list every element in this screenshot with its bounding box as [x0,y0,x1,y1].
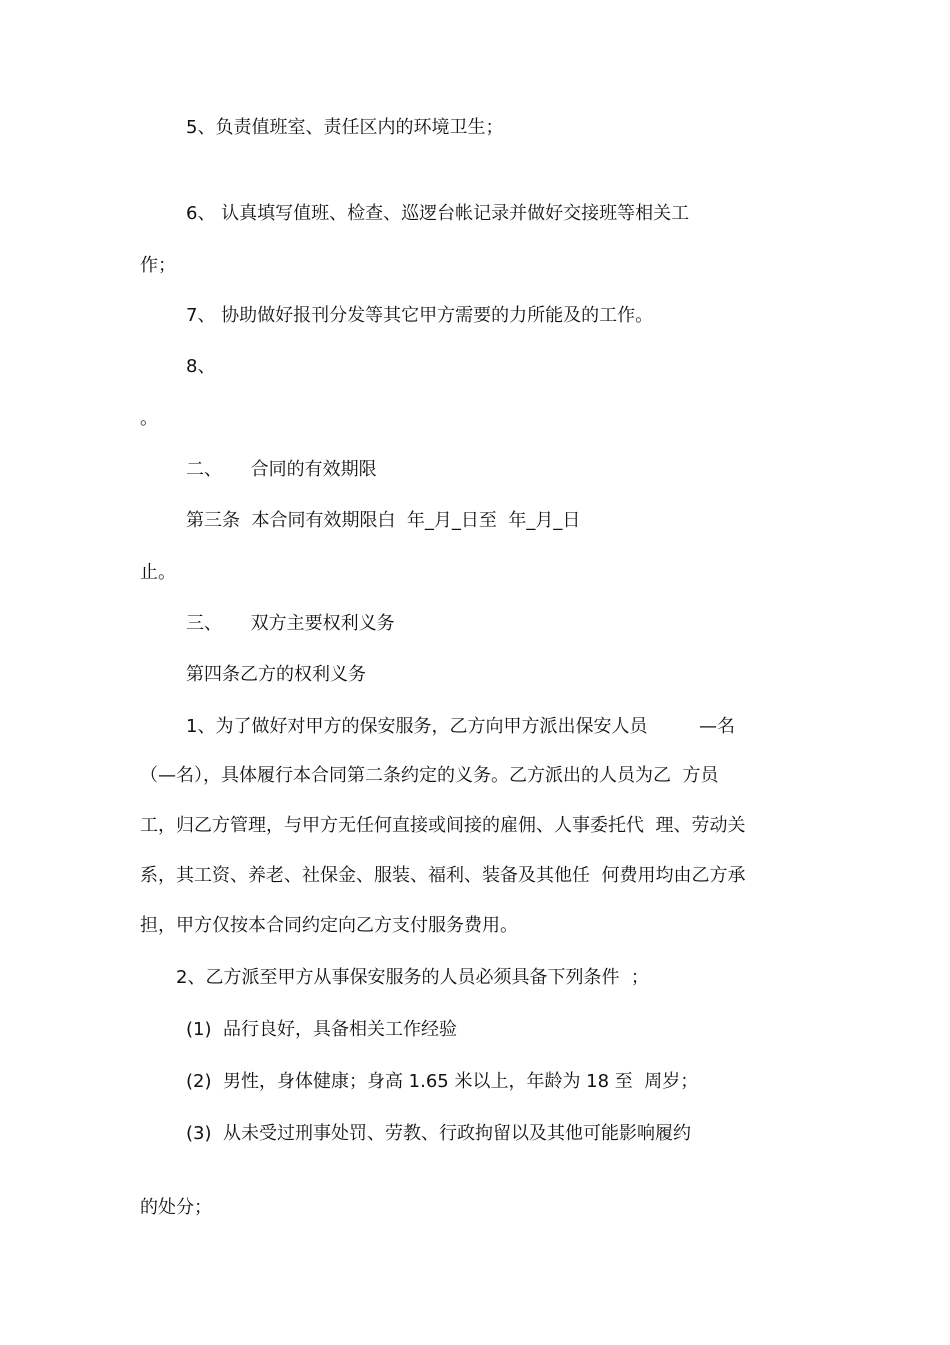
duty-item-8: 8、 [186,356,216,377]
article-4-item-1: 1、为了做好对甲方的保安服务，乙方向甲方派出保安人员 —名 [186,716,735,737]
article-3-continuation: 止。 [140,562,176,583]
duty-item-5: 5、负责值班室、责任区内的环境卫生； [186,117,504,138]
condition-3-continuation: 的处分； [140,1197,212,1218]
duty-item-7: 7、 协助做好报刊分发等其它甲方需要的力所能及的工作。 [186,305,654,326]
condition-3: (3) 从未受过刑事处罚、劳教、行政拘留以及其他可能影响履约 [186,1123,691,1144]
article-4-item-2: 2、乙方派至甲方从事保安服务的人员必须具备下列条件 ； [176,967,649,988]
article-3: 第三条 本合同有效期限白 年_月_日至 年_月_日 [186,510,581,531]
condition-2: (2) 男性，身体健康；身高 1.65 米以上，年龄为 18 至 周岁； [186,1071,699,1092]
duty-item-6: 6、 认真填写值班、检查、巡逻台帐记录并做好交接班等相关工 [186,203,690,224]
article-4-item-1-line-3: 工，归乙方管理，与甲方无任何直接或间接的雇佣、人事委托代 理、劳动关 [140,815,746,836]
article-4-item-1-line-4: 系，其工资、养老、社保金、服装、福利、装备及其他任 何费用均由乙方承 [140,865,746,886]
duty-item-8-continuation: 。 [140,408,158,429]
section-heading-2: 二、 合同的有效期限 [186,459,377,480]
duty-item-6-continuation: 作； [140,255,176,276]
article-4-item-1-line-2: （—名），具体履行本合同第二条约定的义务。乙方派出的人员为乙 方员 [140,765,719,786]
condition-1: (1) 品行良好，具备相关工作经验 [186,1019,457,1040]
article-4-item-1-line-5: 担，甲方仅按本合同约定向乙方支付服务费用。 [140,915,518,936]
article-4-heading: 第四条乙方的权利义务 [186,664,366,685]
section-heading-3: 三、 双方主要权利义务 [186,613,395,634]
